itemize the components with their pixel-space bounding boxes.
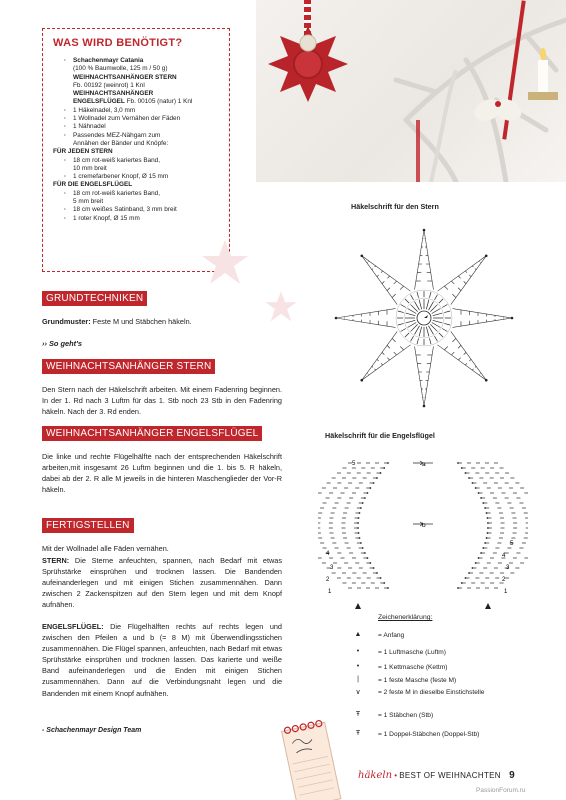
stitch-mark [481, 373, 482, 374]
legend-item-label: = Anfang [378, 632, 405, 639]
chain-stitch-mark [472, 567, 474, 569]
chain-stitch-mark [383, 467, 385, 469]
start-arrow-icon [485, 603, 491, 609]
stitch-mark [367, 262, 368, 263]
section-heading-stern: WEIHNACHTSANHÄNGER STERN [42, 359, 215, 374]
chain-stitch-mark [484, 542, 486, 544]
stitch-mark [481, 262, 482, 263]
chain-stitch-mark [360, 542, 362, 544]
chain-stitch-mark [484, 507, 486, 509]
stitch-mark [479, 375, 480, 376]
notepad-illustration-icon [276, 718, 346, 800]
chain-stitch-mark [358, 532, 360, 534]
materials-text: 1 cremefarbener Knopf, Ø 15 mm [73, 173, 169, 181]
chain-stitch-mark [376, 572, 378, 574]
double-crochet-mark [406, 320, 416, 323]
fertig-engel-body: Die Flügelhälften rechts auf rechts legen und zwischen den Pfeilen a und b (= 8 M) mit Überwendlingsstichen zusammennähen. Die Flügel spannen, anfeuchten, nach Bedarf mit etwas Sprühstärke einsprühen und trocknen lassen. Das karierte und weiße Band aufeinanderlegen und die Enden mit einigen Stichen zusammennähen. Dann auf die Verbindungsnaht legen und die Bandenden mit einem Knopf aufnähen. [42, 622, 282, 698]
wings-crochet-diagram [318, 445, 528, 610]
chain-stitch-mark [475, 487, 477, 489]
chain-stitch-mark [485, 254, 488, 257]
materials-text: Fb. 00105 (natur) 1 Knl [124, 98, 193, 106]
single-crochet-mark [398, 311, 404, 313]
chain-stitch-mark [359, 537, 361, 539]
page-number: 9 [509, 770, 515, 781]
chain-stitch-mark [478, 557, 480, 559]
fertig-stern-label: STERN: [42, 556, 70, 565]
chain-stitch-mark [457, 587, 459, 589]
chain-stitch-mark [472, 482, 474, 484]
chain-stitch-mark [360, 254, 363, 257]
chain-stitch-mark [511, 317, 514, 320]
section-heading-fertigstellen: FERTIGSTELLEN [42, 518, 134, 533]
stitch-mark [444, 346, 447, 349]
chain-stitch-mark [362, 502, 364, 504]
chain-stitch-mark [357, 527, 359, 529]
stitch-mark [387, 288, 390, 291]
materials-box [42, 28, 230, 272]
fertig-engel-text [42, 621, 282, 699]
chain-stitch-mark [373, 482, 375, 484]
chain-stitch-mark [457, 462, 459, 464]
single-crochet-mark [444, 323, 450, 325]
single-crochet-mark [401, 329, 406, 332]
stitch-mark [372, 269, 373, 270]
legend-item-label: = 1 Kettmasche (Kettm) [378, 664, 448, 671]
legend-item-label: = 1 Stäbchen (Stb) [378, 712, 434, 719]
chain-stitch-mark [423, 229, 426, 232]
double-crochet-mark [433, 313, 443, 316]
stitch-mark [375, 369, 376, 370]
chain-stitch-mark [387, 587, 389, 589]
wing-seam-label-a: a [422, 461, 426, 468]
single-crochet-mark [435, 295, 438, 300]
seam-arrow-a-icon [413, 461, 423, 465]
chain-stitch-mark [364, 497, 366, 499]
start-arrow-icon: ▲ [354, 631, 362, 638]
materials-list-item [53, 107, 225, 115]
stitch-mark [452, 294, 455, 297]
legend-item-label: = 1 Doppel-Stäbchen (Doppel-Stb) [378, 731, 480, 738]
chain-stitch-mark [480, 497, 482, 499]
chain-stitch-mark [360, 507, 362, 509]
wing-row-label: 1 [328, 589, 332, 595]
stitch-mark [452, 338, 455, 341]
seam-arrow-b-icon [413, 522, 423, 526]
wing-row-label: 2 [502, 577, 506, 583]
chain-stitch-mark [465, 472, 467, 474]
decorative-star-icon [200, 238, 250, 288]
materials-list-item [53, 74, 225, 82]
single-crochet-mark [429, 292, 431, 298]
stitch-mark [475, 269, 476, 270]
chain-stitch-mark [486, 537, 488, 539]
wing-row-label: 3 [506, 565, 510, 571]
chain-stitch-mark [367, 492, 369, 494]
stitch-mark [372, 366, 373, 367]
stitch-mark [472, 369, 473, 370]
single-crochet-mark [429, 338, 431, 344]
footer-separator: • [392, 771, 400, 780]
chain-stitch-mark [357, 522, 359, 524]
stitch-mark [382, 352, 384, 354]
materials-list-item [53, 198, 225, 206]
stitch-mark [400, 346, 403, 349]
stitch-mark [394, 352, 397, 355]
stitch-mark [465, 271, 467, 273]
double-crochet-mark [419, 300, 422, 310]
single-crochet-mark [401, 305, 406, 308]
grundmuster-value: Feste M und Stäbchen häkeln. [90, 317, 192, 326]
materials-list-item [53, 115, 225, 123]
stern-text: Den Stern nach der Häkelschrift arbeiten. Mit einem Fadenring beginnen. In der 1. Rd nach 3 Luftm für das 1. Stb noch 23 Stb in den Fadenring häkeln. Nach der 3. Rd enden. [42, 385, 282, 417]
materials-text: 1 Häkelnadel, 3,0 mm [73, 106, 136, 114]
chain-stitch-mark [369, 562, 371, 564]
watermark-text: PassionForum.ru [476, 787, 526, 794]
materials-text: (100 % Baumwolle, 125 m / 50 g) [73, 65, 168, 73]
chain-stitch-mark [468, 477, 470, 479]
materials-text: WEIHNACHTSANHÄNGER STERN [73, 73, 177, 81]
photo-star-ornament [256, 0, 566, 182]
chain-stitch-mark [373, 567, 375, 569]
stitch-mark [475, 366, 476, 367]
star-point-outline [437, 256, 486, 305]
double-crochet-mark [406, 313, 416, 316]
materials-title: WAS WIRD BENÖTIGT? [53, 37, 183, 49]
stitch-mark [367, 373, 368, 374]
materials-list [53, 57, 225, 223]
stitch-mark [381, 363, 383, 365]
star-point-outline [336, 309, 396, 328]
wing-row-label: 5 [510, 541, 514, 547]
chain-stitch-mark [487, 517, 489, 519]
materials-text: 1 Nähnadel [73, 123, 106, 131]
stitch-mark [464, 281, 466, 283]
chain-stitch-mark [423, 405, 426, 408]
chain-stitch-mark [486, 512, 488, 514]
materials-text: Schachenmayr Catania [73, 57, 144, 64]
single-crochet-mark [442, 329, 447, 332]
materials-text: 18 cm rot-weiß kariertes Band, [73, 189, 161, 197]
materials-section-label [53, 148, 225, 156]
double-crochet-mark [433, 320, 443, 323]
stitch-mark [458, 345, 461, 348]
single-crochet-mark [405, 299, 409, 303]
stitch-mark [458, 288, 461, 291]
materials-list-item [53, 206, 225, 214]
double-crochet-icon: Ŧ [355, 711, 361, 718]
stitch-mark [394, 281, 397, 284]
materials-text: FÜR JEDEN STERN [53, 148, 113, 156]
double-crochet-mark [426, 327, 429, 337]
chain-stitch-mark [480, 552, 482, 554]
section-heading-grundtechniken: GRUNDTECHNIKEN [42, 291, 147, 306]
chain-stitch-mark [482, 502, 484, 504]
double-crochet-mark [419, 327, 422, 337]
chain-stitch-mark [487, 532, 489, 534]
materials-text: Fb. 00192 (weinrot) 1 Knl [73, 81, 145, 89]
materials-text: 1 roter Knopf, Ø 15 mm [73, 214, 140, 222]
double-crochet-mark [426, 300, 429, 310]
chain-stitch-icon: • [356, 648, 360, 655]
stitch-mark [472, 266, 473, 267]
stitch-mark [444, 286, 447, 289]
materials-text: ENGELSFLÜGEL [73, 98, 125, 106]
stitch-mark [458, 276, 460, 278]
stitch-mark [368, 261, 369, 262]
chain-stitch-mark [358, 517, 360, 519]
stitch-mark [451, 281, 454, 284]
materials-text: Passendes MEZ-Nähgarn zum [73, 131, 161, 139]
single-crochet-mark [417, 292, 419, 298]
chain-stitch-mark [359, 512, 361, 514]
materials-list-item [53, 123, 225, 131]
treble-crochet-icon: Ŧ [355, 730, 361, 737]
single-crochet-mark [439, 333, 443, 337]
materials-text: FÜR DIE ENGELSFLÜGEL [53, 181, 133, 189]
chain-stitch-mark [461, 582, 463, 584]
materials-text: WEIHNACHTSANHÄNGER [73, 90, 154, 98]
single-crochet-mark [411, 295, 414, 300]
stitch-mark [392, 338, 395, 341]
chain-stitch-mark [367, 557, 369, 559]
single-crochet-mark [442, 305, 447, 308]
wing-row-label: 4 [502, 553, 506, 559]
chain-stitch-mark [387, 462, 389, 464]
materials-text: Annähen der Bänder und Knöpfe: [73, 139, 169, 147]
chain-stitch-mark [376, 477, 378, 479]
stitch-mark [368, 375, 369, 376]
chain-stitch-mark [369, 487, 371, 489]
stitch-mark [377, 275, 379, 277]
chain-stitch-mark [487, 522, 489, 524]
wing-row-label: 4 [326, 551, 330, 557]
chain-stitch-mark [465, 577, 467, 579]
stitch-mark [382, 281, 384, 283]
stitch-mark [464, 352, 466, 354]
fertig-intro: Mit der Wollnadel alle Fäden vernähen. [42, 544, 169, 553]
chain-stitch-mark [335, 317, 338, 320]
stitch-mark [377, 359, 379, 361]
single-crochet-mark [417, 338, 419, 344]
star-point-outline [415, 230, 434, 290]
stitch-mark [465, 363, 467, 365]
materials-text: 18 cm weißes Satinband, 3 mm breit [73, 206, 177, 214]
start-arrow-icon [355, 603, 361, 609]
chain-stitch-mark [487, 527, 489, 529]
materials-list-item [53, 98, 225, 106]
stitch-mark [381, 271, 383, 273]
star-point-outline [362, 256, 411, 305]
single-crochet-icon: | [357, 676, 359, 683]
slip-stitch-icon: • [356, 663, 360, 670]
legend-item-label: = 2 feste M in dieselbe Einstichstelle [378, 689, 485, 696]
chain-stitch-mark [360, 379, 363, 382]
two-single-crochet-icon: ∨ [355, 689, 361, 696]
chain-stitch-mark [485, 379, 488, 382]
stitch-mark [479, 261, 480, 262]
star-crochet-diagram [318, 218, 548, 418]
stitch-mark [469, 275, 471, 277]
stitch-mark [375, 266, 376, 267]
materials-text: 1 Wollnadel zum Vernähen der Fäden [73, 115, 181, 123]
chain-stitch-mark [364, 552, 366, 554]
chain-stitch-mark [482, 547, 484, 549]
star-diagram-title: Häkelschrift für den Stern [351, 202, 439, 211]
design-credit: - Schachenmayr Design Team [42, 727, 142, 734]
materials-list-item [53, 165, 225, 173]
chain-stitch-mark [380, 577, 382, 579]
page-footer [358, 770, 515, 781]
single-crochet-mark [439, 299, 443, 303]
so-gehts-label: ›› So geht's [42, 339, 82, 348]
grundmuster-label: Grundmuster: [42, 317, 91, 326]
stitch-mark [392, 294, 395, 297]
legend-title: Zeichenerklärung: [378, 614, 433, 621]
materials-list-item [53, 57, 225, 65]
single-crochet-mark [405, 333, 409, 337]
stitch-mark [387, 358, 389, 360]
footer-brand: häkeln [358, 770, 393, 781]
materials-list-item [53, 190, 225, 198]
section-heading-engelsfluegel: WEIHNACHTSANHÄNGER ENGELSFLÜGEL [42, 426, 262, 441]
materials-text: 18 cm rot-weiß kariertes Band, [73, 156, 161, 164]
fertig-stern-text [42, 555, 282, 610]
start-arrow-icon [424, 315, 428, 318]
materials-list-item [53, 65, 225, 73]
fertig-engel-label: ENGELSFLÜGEL: [42, 622, 104, 631]
stitch-mark [400, 286, 403, 289]
stitch-mark [458, 358, 460, 360]
materials-list-item [53, 157, 225, 165]
footer-section: BEST OF WEIHNACHTEN [399, 771, 501, 780]
single-crochet-mark [435, 336, 438, 341]
materials-list-item [53, 82, 225, 90]
chain-stitch-mark [468, 572, 470, 574]
wing-row-label: 1 [504, 589, 508, 595]
wings-diagram-title: Häkelschrift für die Engelsflügel [325, 431, 435, 440]
chain-stitch-mark [362, 547, 364, 549]
materials-text: 10 mm breit [73, 164, 107, 172]
materials-list-item [53, 132, 225, 140]
materials-text: 5 mm breit [73, 198, 104, 206]
star-point-outline [415, 346, 434, 406]
chain-stitch-mark [475, 562, 477, 564]
engel-text: Die linke und rechte Flügelhälfte nach der entsprechenden Häkelschrift arbeiten,mit insgesamt 26 Luftm beginnen und die 1. bis 5. R häkeln, dabei ab der 2. R alle M jeweils in die hinteren Maschenglieder der Vor-R häkeln. [42, 452, 282, 495]
wing-row-label: 3 [330, 565, 334, 571]
stitch-mark [469, 359, 471, 361]
chain-stitch-mark [380, 472, 382, 474]
legend-item-label: = 1 feste Masche (feste M) [378, 677, 457, 684]
wing-seam-label-b: b [422, 522, 426, 529]
legend-item-label: = 1 Luftmasche (Luftm) [378, 649, 446, 656]
grundmuster-text [42, 316, 282, 327]
wing-row-label: 5 [352, 461, 356, 467]
fertig-stern-body: Die Sterne anfeuchten, spannen, nach Bedarf mit etwas Sprühstärke einsprühen und trocknen lassen. Die Bandenden aufeinanderlegen und mit einigen Stichen zusammennähen. Dann zwischen 2 Zackenspitzen auf den Stern legen und mit dem Knopf aufnähen. [42, 556, 282, 610]
star-point-outline [362, 331, 411, 380]
single-crochet-mark [444, 311, 450, 313]
chain-stitch-mark [383, 582, 385, 584]
single-crochet-mark [398, 323, 404, 325]
star-point-outline [437, 331, 486, 380]
stitch-mark [451, 352, 454, 355]
materials-list-item [53, 215, 225, 223]
single-crochet-mark [411, 336, 414, 341]
chain-stitch-mark [478, 492, 480, 494]
stitch-mark [387, 345, 390, 348]
wing-row-label: 2 [326, 577, 330, 583]
stitch-mark [387, 276, 389, 278]
star-point-outline [452, 309, 512, 328]
materials-section-label [53, 181, 225, 189]
chain-stitch-mark [461, 467, 463, 469]
